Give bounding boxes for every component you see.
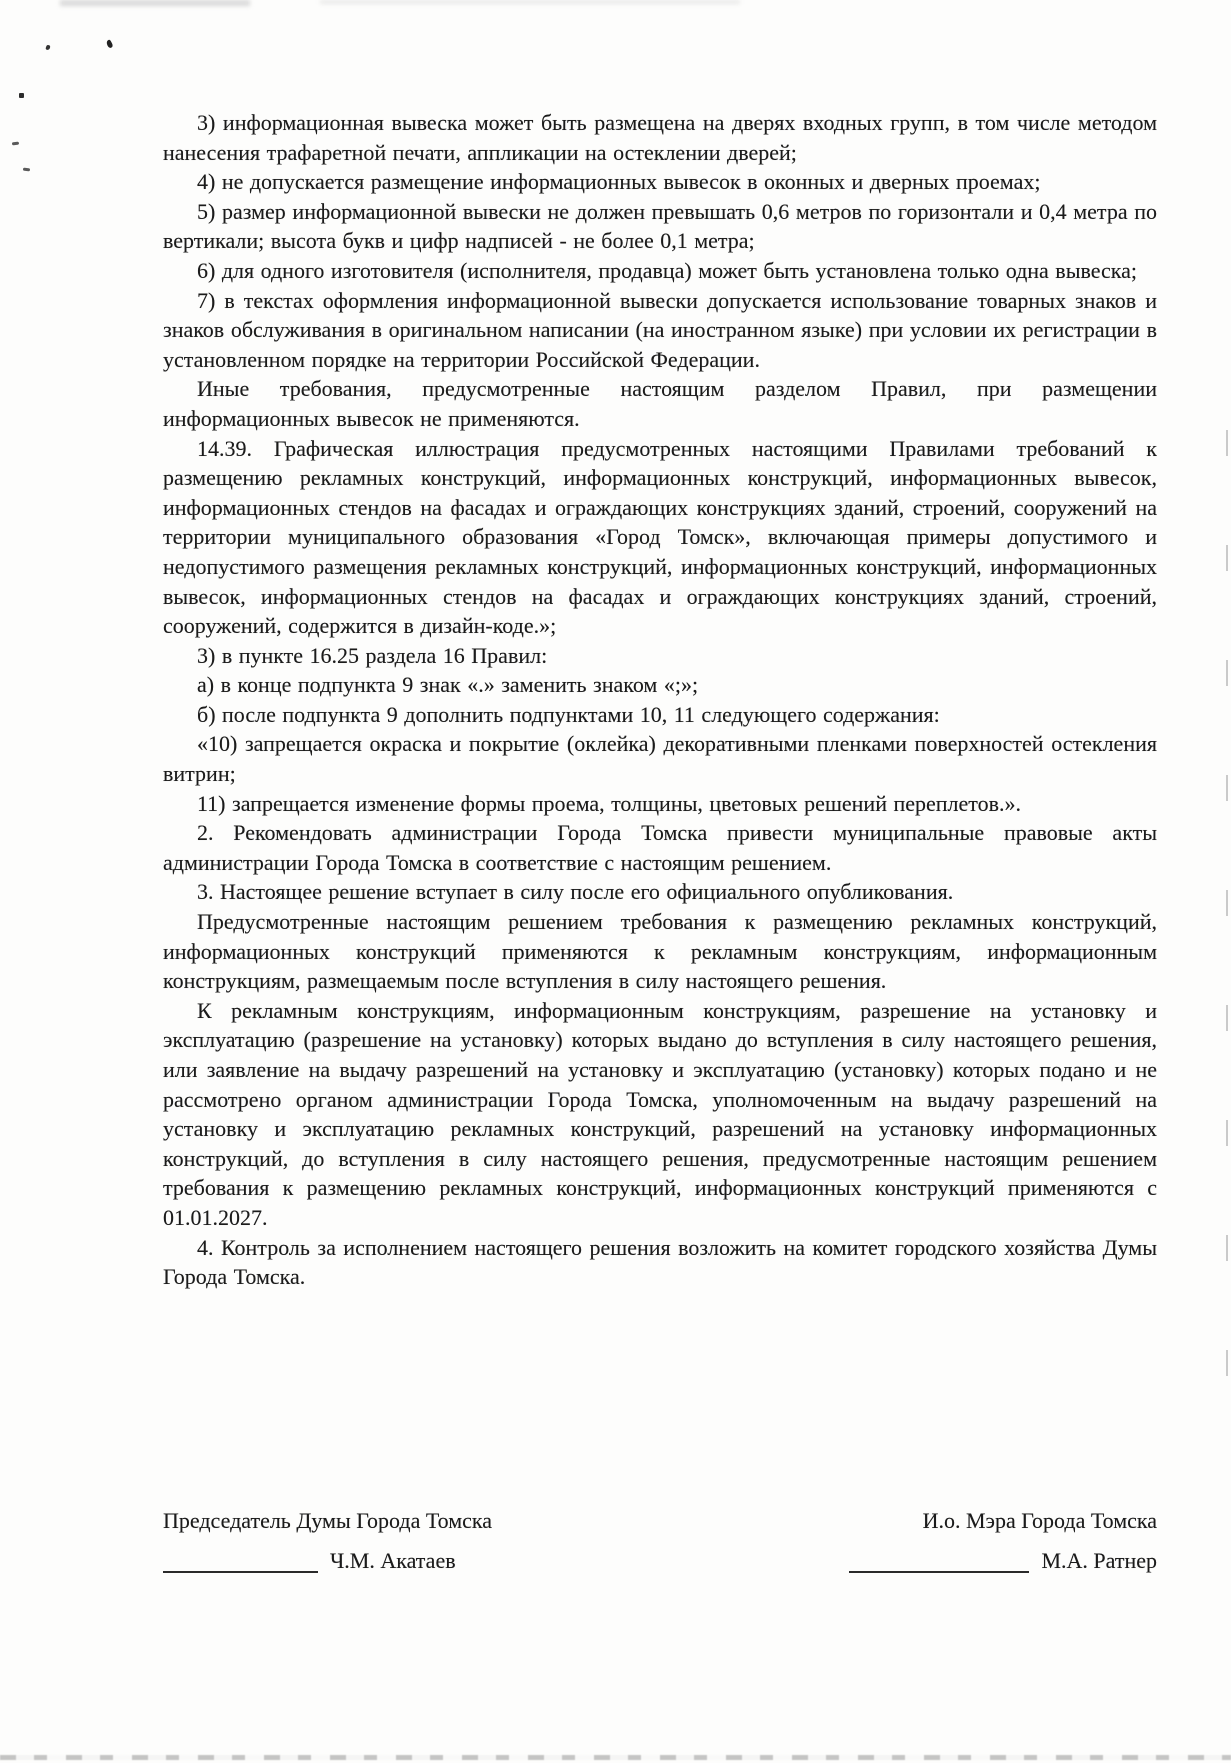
signature-right xyxy=(849,1508,1157,1574)
scan-speck xyxy=(12,142,19,146)
paragraph: 2. Рекомендовать администрации Города Томска привести муниципальные правовые акты администрации Города Томска в соответствие с настоящим решением. xyxy=(163,820,1157,875)
paragraph: 7) в текстах оформления информационной вывески допускается использование товарных знаков и знаков обслуживания в оригинальном написании (на иностранном языке) при условии их регистрации в установленном порядке на территории Российской Федерации. xyxy=(163,287,1157,372)
paragraph: б) после подпункта 9 дополнить подпунктами 10, 11 следующего содержания: xyxy=(197,701,940,727)
paragraph: Иные требования, предусмотренные настоящим разделом Правил, при размещении информационных вывесок не применяются. xyxy=(163,376,1157,431)
scan-edge-artifact xyxy=(1226,430,1228,1380)
paragraph: 4. Контроль за исполнением настоящего решения возложить на комитет городского хозяйства Думы Города Томска. xyxy=(163,1234,1157,1290)
paragraph: «10) запрещается окраска и покрытие (оклейка) декоративными пленками поверхностей остекления витрин; xyxy=(163,731,1157,787)
signature-block xyxy=(163,1508,1157,1574)
paragraph: Предусмотренные настоящим решением требования к размещению рекламных конструкций, информационных конструкций применяются к рекламным конструкциям, информационным конструкциям, размещаемым после вступления в силу настоящего решения. xyxy=(163,909,1157,994)
signature-title: И.о. Мэра Города Томска xyxy=(922,1508,1157,1533)
signature-title: Председатель Думы Города Томска xyxy=(163,1508,493,1533)
scan-smudge xyxy=(320,0,740,4)
paragraph: 4) не допускается размещение информационных вывесок в оконных и дверных проемах; xyxy=(197,169,1041,195)
scan-speck xyxy=(105,39,113,48)
paragraph: 3) в пункте 16.25 раздела 16 Правил: xyxy=(197,642,548,668)
signature-name: М.А. Ратнер xyxy=(1041,1548,1157,1573)
signature-left xyxy=(163,1508,492,1574)
scan-noise-strip xyxy=(0,1755,1231,1760)
scan-speck xyxy=(23,168,30,172)
paragraph: 5) размер информационной вывески не должен превышать 0,6 метров по горизонтали и 0,4 метра по вертикали; высота букв и цифр надписей - не более 0,1 метра; xyxy=(163,198,1157,254)
signature-line xyxy=(849,1570,1029,1573)
signature-line xyxy=(163,1570,318,1573)
paragraph: 3. Настоящее решение вступает в силу после его официального опубликования. xyxy=(197,879,954,905)
scan-speck xyxy=(45,45,50,51)
scan-smudge xyxy=(60,0,250,6)
paragraph: 11) запрещается изменение формы проема, толщины, цветовых решений переплетов.». xyxy=(197,790,1021,816)
signature-name: Ч.М. Акатаев xyxy=(330,1548,456,1573)
paragraph: 6) для одного изготовителя (исполнителя, продавца) может быть установлена только одна вывеска; xyxy=(197,257,1138,283)
paragraph: 14.39. Графическая иллюстрация предусмотренных настоящими Правилами требований к размещению рекламных конструкций, информационных конструкций, информационных вывесок, информационных стендов на фасадах и ограждающих конструкциях зданий, строений, сооружений на территории муниципального образования «Город Томск», включающая примеры допустимого и недопустимого размещения рекламных конструкций, информационных конструкций, информационных вывесок, информационных стендов на фасадах и ограждающих конструкциях зданий, строений, сооружений, содержится в дизайн-коде.»; xyxy=(163,435,1157,639)
scan-speck xyxy=(19,93,24,98)
paragraph: 3) информационная вывеска может быть размещена на дверях входных групп, в том числе методом нанесения трафаретной печати, аппликации на остеклении дверей; xyxy=(163,110,1157,165)
document-body xyxy=(163,108,1157,1292)
paragraph: К рекламным конструкциям, информационным конструкциям, разрешение на установку и эксплуатацию (разрешение на установку) которых выдано до вступления в силу настоящего решения, или заявление на выдачу разрешений на установку и эксплуатацию (установку) которых подано и не рассмотрено органом администрации Города Томска, уполномоченным на выдачу разрешений на установку и эксплуатацию рекламных конструкций, разрешений на установку информационных конструкций, до вступления в силу настоящего решения, предусмотренные настоящим решением требования к размещению рекламных конструкций, информационных конструкций применяются с 01.01.2027. xyxy=(163,997,1157,1230)
paragraph: а) в конце подпункта 9 знак «.» заменить знаком «;»; xyxy=(197,672,699,698)
